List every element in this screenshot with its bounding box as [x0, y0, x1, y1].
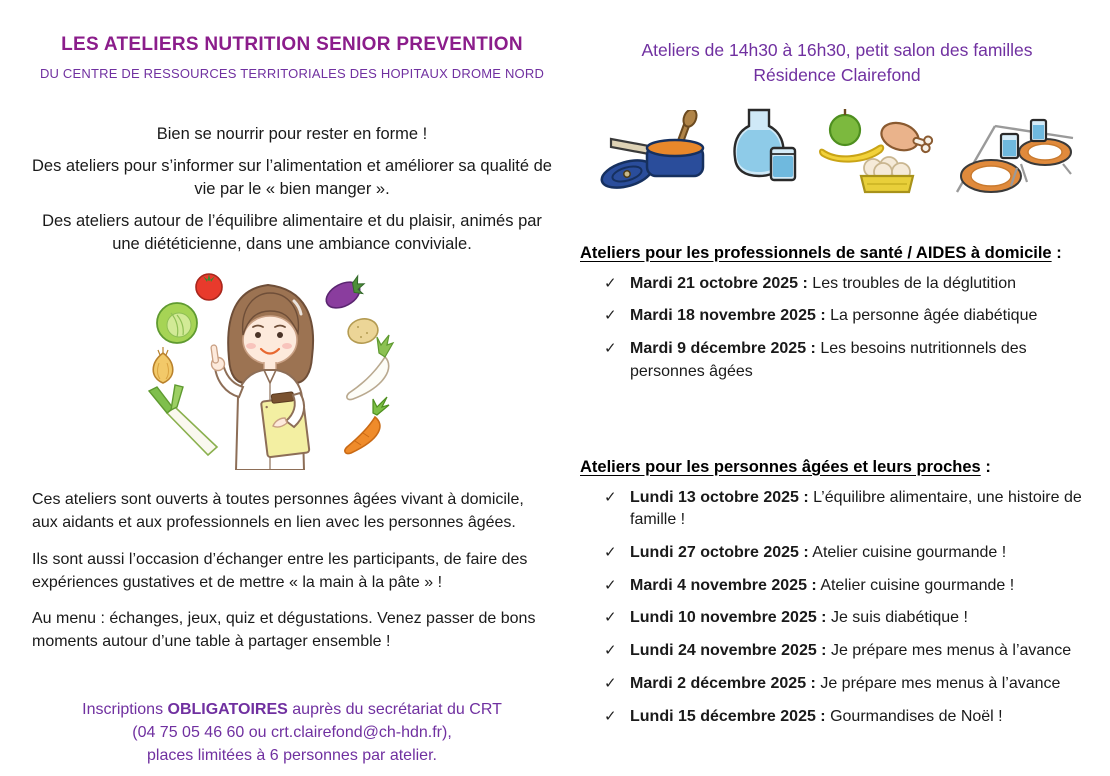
workshop-item	[580, 542, 1094, 565]
inscription-line3: places limitées à 6 personnes par atelier.	[147, 747, 437, 765]
section-heading: Ateliers pour les personnes âgées et leurs proches :	[580, 457, 991, 476]
inscription-block	[32, 698, 552, 768]
workshop-item-text: Lundi 15 décembre 2025 : Gourmandises de Noël !	[630, 707, 1003, 725]
workshop-item-text: Lundi 10 novembre 2025 : Je suis diabétique !	[630, 609, 968, 627]
onion-icon	[153, 347, 173, 383]
workshop-item	[580, 706, 1094, 729]
potato-icon	[346, 317, 380, 347]
intro-paragraph: Des ateliers autour de l’équilibre alimentaire et du plaisir, animés par une diététicienne, dans une ambiance conviviale.	[42, 212, 542, 254]
workshop-item	[580, 607, 1094, 630]
intro-paragraph: Des ateliers pour s’informer sur l’alimentation et améliorer sa qualité de vie par le « bien manger ».	[32, 157, 552, 199]
body-block	[32, 489, 552, 653]
workshop-item	[580, 338, 1094, 383]
check-icon: ✓	[604, 307, 617, 325]
workshop-item-text: Lundi 24 novembre 2025 : Je prépare mes menus à l’avance	[630, 642, 1072, 660]
cabbage-icon	[157, 303, 197, 343]
workshop-item	[580, 305, 1094, 328]
check-icon: ✓	[604, 674, 617, 692]
workshop-item	[580, 673, 1094, 696]
carrot-icon	[345, 397, 389, 454]
right-column	[580, 38, 1094, 728]
daikon-icon	[347, 335, 393, 400]
workshop-item	[580, 273, 1094, 296]
body-paragraph: Au menu : échanges, jeux, quiz et dégustations. Venez passer de bons moments autour d’une table à partager ensemble !	[32, 610, 536, 651]
left-column	[32, 34, 552, 767]
workshop-section	[580, 458, 1094, 729]
inscription-line2: (04 75 05 46 60 ou crt.clairefond@ch-hdn.fr),	[132, 723, 452, 741]
tomato-icon	[196, 274, 222, 300]
intro-block	[32, 123, 552, 256]
check-icon: ✓	[604, 707, 617, 725]
check-icon: ✓	[604, 340, 617, 358]
body-paragraph: Ils sont aussi l’occasion d’échanger entre les participants, de faire des expériences gustatives et de mettre « la main à la pâte » !	[32, 550, 528, 591]
schedule-header-line1: Ateliers de 14h30 à 16h30, petit salon des familles	[641, 40, 1033, 60]
workshop-item	[580, 575, 1094, 598]
workshop-item-text: Lundi 27 octobre 2025 : Atelier cuisine gourmande !	[630, 544, 1007, 561]
workshop-item-text: Mardi 18 novembre 2025 : La personne âgée diabétique	[630, 307, 1038, 325]
check-icon: ✓	[604, 274, 617, 292]
workshop-item-text: Mardi 2 décembre 2025 : Je prépare mes menus à l’avance	[630, 674, 1061, 692]
body-paragraph: Ces ateliers sont ouverts à toutes personnes âgées vivant à domicile, aux aidants et aux professionnels en lien avec les personnes âgées.	[32, 491, 524, 532]
section-heading: Ateliers pour les professionnels de santé / AIDES à domicile :	[580, 243, 1062, 262]
table-setting-icon	[951, 112, 1077, 198]
obligatoires-emphasis: OBLIGATOIRES	[167, 700, 288, 718]
inscription-line1: Inscriptions OBLIGATOIRES auprès du secrétariat du CRT	[82, 700, 502, 718]
workshop-item-text: Mardi 9 décembre 2025 : Les besoins nutritionnels des personnes âgées	[630, 340, 1027, 380]
schedule-header	[580, 38, 1094, 88]
food-groups-icon	[817, 106, 935, 198]
dietitian-illustration-svg	[137, 265, 447, 470]
workshop-item-text: Mardi 4 novembre 2025 : Atelier cuisine gourmande !	[630, 576, 1015, 594]
workshop-section	[580, 244, 1094, 384]
water-carafe-icon	[725, 108, 801, 198]
schedule-header-line2: Résidence Clairefond	[753, 64, 921, 85]
check-icon: ✓	[604, 488, 617, 506]
food-icons-row	[580, 106, 1094, 198]
check-icon: ✓	[604, 609, 617, 627]
workshop-item	[580, 487, 1094, 532]
check-icon: ✓	[604, 642, 617, 660]
check-icon: ✓	[604, 544, 617, 561]
workshop-item-text: Lundi 13 octobre 2025 : L’équilibre alimentaire, une histoire de famille !	[630, 488, 1082, 529]
intro-paragraph: Bien se nourrir pour rester en forme !	[156, 125, 428, 143]
page-subtitle: DU CENTRE DE RESSOURCES TERRITORIALES DES HOPITAUX DROME NORD	[39, 66, 545, 81]
eggplant-icon	[322, 274, 369, 313]
workshop-item	[580, 640, 1094, 663]
dietitian-figure	[211, 285, 313, 470]
leek-icon	[149, 385, 217, 455]
page-title: LES ATELIERS NUTRITION SENIOR PREVENTION	[61, 34, 523, 55]
dietitian-with-vegetables-illustration	[137, 265, 447, 475]
saucepan-icon	[597, 110, 709, 198]
workshop-item-text: Mardi 21 octobre 2025 : Les troubles de la déglutition	[630, 274, 1016, 292]
workshop-sections	[580, 244, 1094, 729]
check-icon: ✓	[604, 576, 617, 594]
